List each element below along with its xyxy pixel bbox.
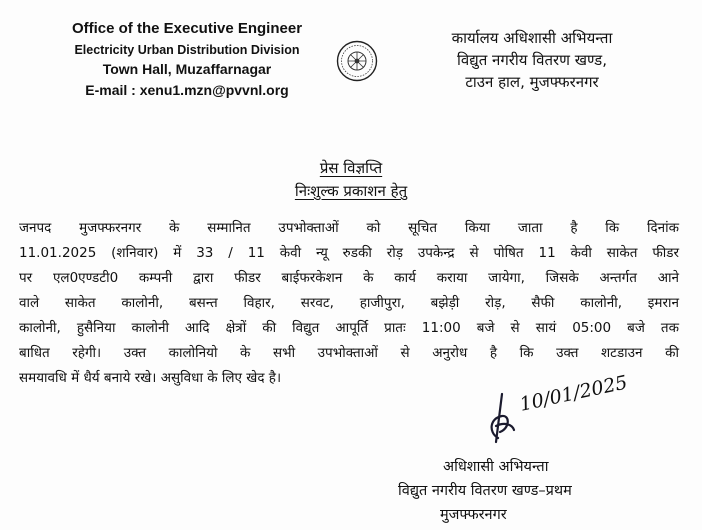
emblem-seal-icon: [336, 40, 378, 82]
notice-subtitle: [0, 181, 702, 201]
office-name-hi: कार्यालय अधिशासी अभियन्ता: [451, 29, 613, 47]
body-line: वाले साकेत कालोनी, बसन्त विहार, सरवट, हाजीपुरा, बझेड़ी रोड़, सैफी कालोनी, इमरान: [19, 295, 679, 311]
notice-title-text: प्रेस विज्ञप्ति: [319, 159, 383, 177]
office-name-en: Office of the Executive Engineer: [71, 20, 303, 37]
body-line: पर एल0एण्डटी0 कम्पनी द्वारा फीडर बाईफरकेशन के कार्य कराया जायेगा, जिसके अन्तर्गत आने: [19, 270, 679, 286]
notice-title: [0, 158, 702, 178]
body-line: समयावधि में धैर्य बनाये रखे। असुविधा के लिए खेद है।: [19, 370, 282, 386]
signature-date: 10/01/2025: [517, 371, 630, 416]
notice-subtitle-text: निःशुल्क प्रकाशन हेतु: [294, 182, 408, 200]
english-letterhead: [62, 18, 312, 101]
body-line: जनपद मुजफ्फरनगर के सम्मानित उपभोक्ताओं को सूचित किया जाता है कि दिनांक: [19, 220, 679, 236]
address-en: Town Hall, Muzaffarnagar: [102, 61, 272, 78]
notice-body: [19, 216, 679, 391]
body-line: 11.01.2025 (शनिवार) में 33 / 11 केवी न्यू रुडकी रोड़ उपकेन्द्र से पोषित 11 केवी साकेत फीडर: [19, 245, 679, 261]
signatory-designation: अधिशासी अभियन्ता: [443, 459, 549, 475]
division-name-en: Electricity Urban Distribution Division: [74, 42, 300, 57]
division-name-hi: विद्युत नगरीय वितरण खण्ड,: [457, 50, 607, 69]
signatory-division: विद्युत नगरीय वितरण खण्ड–प्रथम: [398, 483, 572, 499]
address-hi: टाउन हाल, मुजफ्फरनगर: [465, 72, 599, 91]
hindi-letterhead: [412, 28, 652, 93]
signatory-city: मुजफ्फरनगर: [440, 507, 507, 523]
body-line: बाधित रहेगी। उक्त कालोनियो के सभी उपभोक्ताओं से अनुरोध है कि उक्त शटडाउन की: [19, 345, 679, 361]
email-en: E-mail : xenu1.mzn@pvvnl.org: [85, 82, 289, 99]
body-line: कालोनी, हुसैनिया कालोनी आदि क्षेत्रों की विद्युत आपूर्ति प्रातः 11:00 बजे से सायं 05:00 बजे तक: [19, 320, 679, 336]
